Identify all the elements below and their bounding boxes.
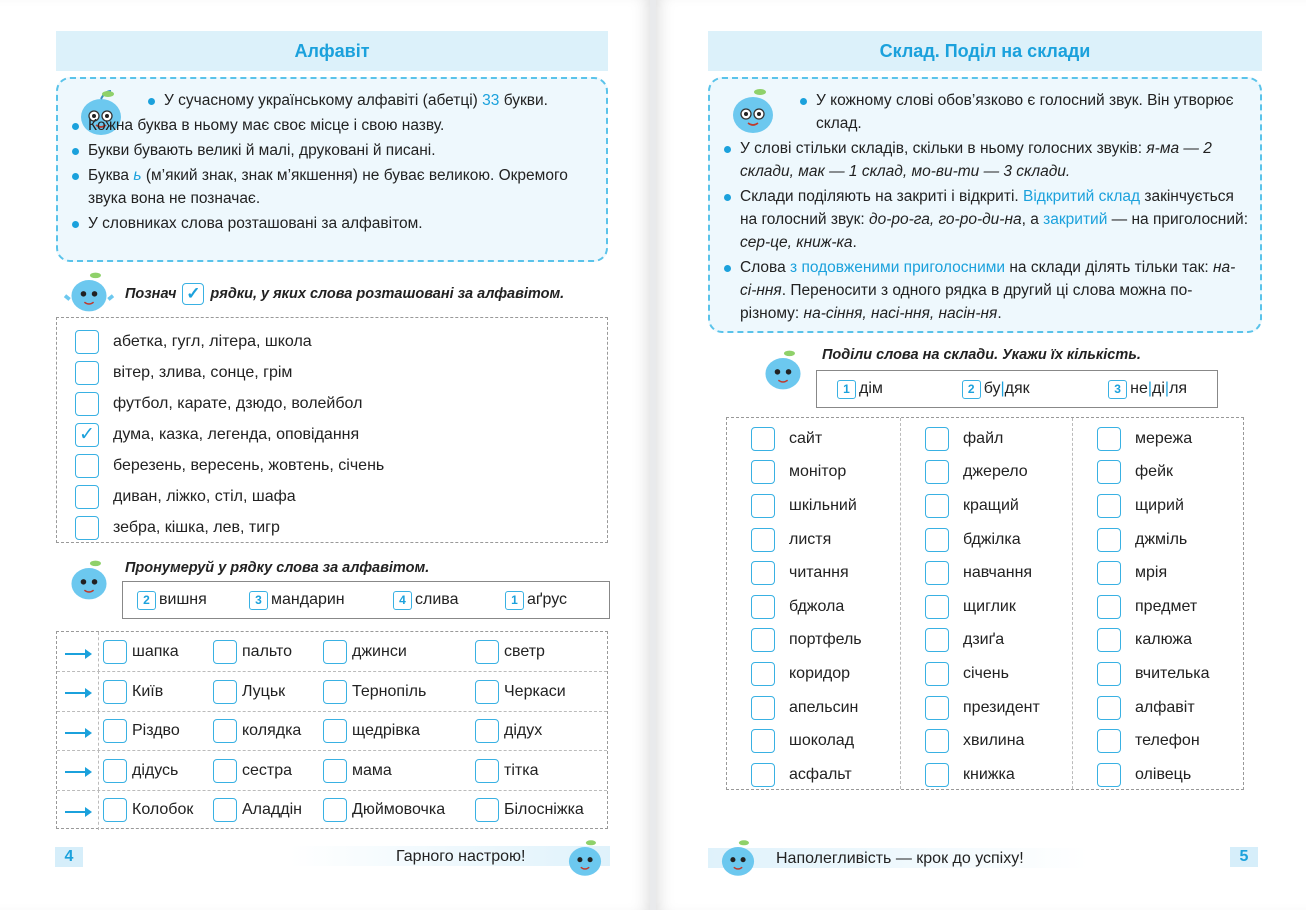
list-item-text: абетка, гугл, літера, школа [113,332,312,350]
checkbox-icon[interactable] [1097,460,1121,484]
checkbox-icon[interactable] [751,494,775,518]
rule-item [722,256,1248,325]
example-box [122,581,610,619]
checkbox-icon[interactable] [751,763,775,787]
checkbox-icon[interactable] [1097,427,1121,451]
checkbox-icon[interactable] [925,494,949,518]
list-item-text: дума, казка, легенда, оповідання [113,425,360,443]
arrow-right-icon [57,671,99,711]
rule-text: Слова [740,259,791,276]
checkbox-icon[interactable] [323,759,347,783]
list-item [925,624,1072,658]
word-text: щирий [1135,496,1184,514]
word-text: файл [963,429,1004,447]
word-text: мама [352,761,392,779]
word-text: светр [504,643,545,660]
example-item [837,380,962,399]
arrow-right-icon [57,750,99,790]
checkbox-icon[interactable] [751,460,775,484]
list-item [75,419,607,450]
word-cell [213,759,292,783]
example-item [962,380,1108,399]
word-column [1073,418,1245,789]
rule-text: . Переносити з одного рядка в другий ці слова можна по-різному: [740,282,1193,322]
syllable: дяк [1004,380,1030,397]
rules-list [70,89,594,235]
list-item [925,590,1072,624]
task-instruction [125,283,564,305]
list-item-text: березень, вересень, жовтень, січень [113,456,385,474]
rule-text: на склади ділять тільки так: [1005,259,1213,276]
word-cell [475,798,584,822]
task-text-before: Познач [125,286,177,302]
word-text: джміль [1135,530,1188,548]
rule-text: до-ро-га, го-ро-ди-на [869,211,1022,228]
word-text: Аладдін [242,801,302,819]
word-text: сестра [242,761,293,779]
rule-text: Букви бувають великі й малі, друковані й писані. [88,142,436,159]
list-item-text: зебра, кішка, лев, тигр [113,518,280,536]
checkbox-icon[interactable] [103,719,127,743]
apple-mascot-icon [60,556,118,604]
list-item [751,523,900,557]
word-text: президент [963,698,1040,716]
rule-item [70,139,594,162]
page-number: 5 [1230,847,1258,867]
word-column [901,418,1073,789]
word-text: Білосніжка [504,801,584,819]
syllable: ля [1169,380,1188,397]
syllable: не [1130,380,1148,397]
word-text: асфальт [789,765,852,783]
list-item [1097,590,1245,624]
list-item [751,489,900,523]
list-item [925,724,1072,758]
checkbox-icon[interactable] [925,696,949,720]
rule-text: ь [133,167,142,184]
word-text: колядка [242,722,302,740]
word-text: коридор [789,664,851,682]
apple-mascot-icon [560,836,610,880]
checkbox-icon[interactable] [925,595,949,619]
word-text: алфавіт [1135,698,1195,716]
rule-text: , а [1021,211,1044,228]
checkbox-icon[interactable] [103,640,127,664]
left-page [0,0,650,910]
list-item-text: вітер, злива, сонце, грім [113,363,293,381]
rule-item [70,164,594,210]
rule-text: закінчується на голосний звук: [740,188,1234,228]
rule-text: закритий [1043,211,1108,228]
list-item [925,691,1072,725]
word-text: вчителька [1135,664,1210,682]
word-text: січень [963,664,1009,682]
checkbox-icon[interactable] [925,662,949,686]
checkbox-icon[interactable] [475,640,499,664]
checkbox-icon[interactable] [75,361,99,385]
rule-item [70,114,594,137]
checkbox-icon[interactable] [751,528,775,552]
checkbox-icon[interactable] [1097,628,1121,652]
rule-text: на-сіння, насі-ння, насін-ня [803,305,998,322]
word-cell [103,640,179,664]
word-column [727,418,901,789]
list-item [751,724,900,758]
alphabet-check-list [56,317,608,543]
word-cell [475,680,566,704]
apple-mascot-icon [710,836,766,880]
checkbox-icon[interactable] [323,798,347,822]
checkbox-icon[interactable] [751,561,775,585]
list-item [925,556,1072,590]
word-cell [213,719,301,743]
checkbox-icon[interactable] [1097,528,1121,552]
list-item [1097,523,1245,557]
checkbox-icon[interactable] [103,759,127,783]
example-item [1108,380,1217,399]
task-text-after: рядки, у яких слова розташовані за алфавітом. [210,286,565,302]
example-item [505,591,605,610]
list-item [925,456,1072,490]
list-item [1097,724,1245,758]
word-cell [213,680,285,704]
rule-text: букви. [499,92,548,109]
word-text: читання [789,564,849,582]
list-item [751,657,900,691]
arrow-right-icon [57,632,99,672]
rule-text: У слові стільки складів, скільки в ньому голосних звуків: [740,140,1147,157]
syllable-divider: | [1147,380,1153,397]
word-text: листя [789,530,832,548]
apple-mascot-icon [726,85,780,137]
word-text: дідух [504,722,543,740]
rule-text: з подовженими приголосними [790,259,1006,276]
rule-item [798,89,1248,135]
checkbox-icon[interactable] [925,628,949,652]
rule-text: (м’який знак, знак м’якшення) не буває великою. Окремого звука вона не позначає. [88,167,568,207]
checkbox-icon[interactable] [323,680,347,704]
rule-box [56,77,608,262]
checkbox-icon[interactable] [213,719,237,743]
word-text: телефон [1135,732,1200,750]
checkbox-icon[interactable] [925,460,949,484]
table-row [57,790,607,830]
word-cell [103,719,180,743]
word-text: бджілка [963,530,1021,548]
checkbox-icon[interactable] [475,798,499,822]
checkbox-icon[interactable]: ✓ [75,423,99,447]
word-text: сайт [789,429,823,447]
number-box: 1 [505,591,524,610]
rule-text: сер-це, книж-ка [740,234,853,251]
list-item [751,556,900,590]
word-text: шоколад [789,732,855,750]
checkbox-icon[interactable] [925,528,949,552]
example-word: слива [415,591,459,608]
checkbox-icon[interactable] [75,454,99,478]
example-item [137,591,249,610]
checkbox-icon[interactable] [103,798,127,822]
word-text: Різдво [132,722,180,740]
right-page [656,0,1306,910]
word-cell [323,640,407,664]
word-text: мережа [1135,429,1193,447]
checkbox-icon[interactable] [751,595,775,619]
rule-text: Кожна буква в ньому має своє місце і свою назву. [88,117,445,134]
word-text: кращий [963,496,1019,514]
list-item [751,624,900,658]
word-cell [103,759,178,783]
apple-mascot-icon [754,346,812,394]
number-box: 4 [393,591,412,610]
rule-text: на-сі-ння [740,259,1236,299]
list-item [925,657,1072,691]
ordering-grid [56,631,608,829]
list-item [925,422,1072,456]
checkbox-icon[interactable] [925,427,949,451]
rule-item [146,89,594,112]
arrow-right-icon [57,711,99,751]
table-row [57,672,607,712]
list-item [75,388,607,419]
task-instruction: Пронумеруй у рядку слова за алфавітом. [125,560,430,576]
rule-text: — на приголосний: [1107,211,1248,228]
list-item [925,523,1072,557]
word-cell [323,719,420,743]
list-item [1097,556,1245,590]
list-item [751,422,900,456]
list-item [75,326,607,357]
checkbox-icon[interactable] [213,798,237,822]
word-cell [475,759,538,783]
checkbox-icon[interactable] [475,719,499,743]
checkbox-icon[interactable] [475,680,499,704]
number-box: 2 [962,380,981,399]
checkbox-icon[interactable] [1097,595,1121,619]
word-text: портфель [789,631,862,649]
checkbox-icon[interactable] [1097,662,1121,686]
word-text: Колобок [132,801,194,819]
word-text: Луцьк [242,682,286,700]
rule-text: Склади поділяють на закриті і відкриті. [740,188,1023,205]
rule-text: 33 [482,92,500,109]
arrow-right-icon [57,790,99,830]
footer-text: Наполегливість — крок до успіху! [776,850,1024,867]
word-text: Черкаси [504,682,566,700]
checkbox-icon[interactable] [475,759,499,783]
word-text: джинси [352,643,407,660]
rule-text: У сучасному українському алфавіті (абетці) [164,92,483,109]
list-item [75,512,607,543]
word-cell [213,640,292,664]
word-text: калюжа [1135,631,1193,649]
word-text: Київ [132,682,164,700]
list-item [751,590,900,624]
table-row [57,711,607,751]
list-item [925,758,1072,792]
example-word: мандарин [271,591,345,608]
word-text: пальто [242,643,293,660]
example-word: аґрус [527,591,568,608]
checkbox-icon[interactable] [75,392,99,416]
rule-text: У кожному слові обов’язково є голосний звук. Він утворює склад. [816,92,1234,132]
syllable: дім [859,380,883,397]
list-item-text: диван, ліжко, стіл, шафа [113,487,296,505]
word-cell [323,680,426,704]
rules-list [722,89,1248,325]
table-row [57,751,607,791]
syllable-divider: | [1000,380,1005,397]
rule-text: . [997,305,1002,322]
page-number: 4 [55,847,83,867]
list-item [1097,657,1245,691]
rule-text: Буква [88,167,134,184]
example-box [816,370,1218,408]
checkbox-icon[interactable] [751,628,775,652]
word-cell [475,719,542,743]
word-text: дзиґа [963,631,1005,649]
word-text: Дюймовочка [352,801,446,819]
rule-item [70,212,594,235]
list-item [751,758,900,792]
rule-text: У словниках слова розташовані за алфавітом. [88,215,423,232]
footer-text: Гарного настрою! [396,848,526,865]
word-text: фейк [1135,463,1173,481]
rule-item [722,137,1248,183]
task-instruction: Поділи слова на склади. Укажи їх кількість. [822,347,1141,363]
rule-text: Відкритий склад [1023,188,1141,205]
checkbox-icon[interactable] [1097,696,1121,720]
number-box: 3 [249,591,268,610]
checkbox-icon[interactable] [75,485,99,509]
number-box: 1 [837,380,856,399]
list-item [925,489,1072,523]
checkbox-icon[interactable] [213,640,237,664]
syllable-divider: | [1164,380,1170,397]
word-text: олівець [1135,765,1192,783]
list-item [1097,456,1245,490]
word-cell [475,640,545,664]
syllable: бу [983,380,1001,397]
list-item [1097,691,1245,725]
checkbox-icon[interactable] [925,763,949,787]
example-item [249,591,393,610]
checkbox-icon[interactable] [1097,561,1121,585]
word-text: шкільний [789,496,857,514]
list-item [1097,758,1245,792]
checkbox-icon[interactable] [75,516,99,540]
word-text: Тернопіль [352,682,427,700]
table-row [57,632,607,672]
word-text: хвилина [963,732,1025,750]
checkbox-icon[interactable] [751,662,775,686]
list-item [1097,489,1245,523]
word-text: тітка [504,761,539,779]
word-text: монітор [789,463,847,481]
word-cell [323,759,392,783]
check-mark-icon: ✓ [182,283,204,305]
list-item [75,357,607,388]
list-item [751,456,900,490]
list-item-text: футбол, карате, дзюдо, волейбол [113,394,363,412]
word-text: навчання [963,564,1033,582]
checkbox-icon[interactable] [213,759,237,783]
apple-mascot-icon [60,268,118,316]
checkbox-icon[interactable] [751,427,775,451]
word-text: джерело [963,463,1028,481]
word-text: шапка [132,643,179,660]
checkbox-icon[interactable] [213,680,237,704]
word-text: щедрівка [352,722,421,740]
example-word: вишня [159,591,207,608]
example-item [393,591,505,610]
checkbox-icon[interactable] [323,640,347,664]
rule-item [722,185,1248,254]
list-item [75,450,607,481]
checkbox-icon[interactable] [751,729,775,753]
checkbox-icon[interactable] [751,696,775,720]
list-item [75,481,607,512]
word-text: апельсин [789,698,859,716]
word-cell [323,798,445,822]
list-item [751,691,900,725]
list-item [1097,624,1245,658]
word-text: мрія [1135,564,1168,582]
rule-text: . [852,234,857,251]
checkbox-icon[interactable] [323,719,347,743]
rule-box [708,77,1262,333]
rule-text: я-ма — 2 склади, мак — 1 склад, мо-ви-ти — 3 склади. [740,140,1212,180]
word-cell [103,680,163,704]
number-box: 2 [137,591,156,610]
page-title: Склад. Поділ на склади [708,31,1262,71]
list-item [1097,422,1245,456]
page-title: Алфавіт [56,31,608,71]
checkbox-icon[interactable] [1097,494,1121,518]
word-cell [103,798,193,822]
word-text: предмет [1135,597,1198,615]
syllable-grid [726,417,1244,790]
syllable: ді [1152,380,1165,397]
checkbox-icon[interactable] [103,680,127,704]
word-text: дідусь [132,761,179,779]
checkbox-icon[interactable] [1097,729,1121,753]
word-text: бджола [789,597,845,615]
checkbox-icon[interactable] [75,330,99,354]
word-text: книжка [963,765,1015,783]
word-text: щиглик [963,597,1016,615]
checkbox-icon[interactable] [925,729,949,753]
checkbox-icon[interactable] [1097,763,1121,787]
word-cell [213,798,302,822]
checkbox-icon[interactable] [925,561,949,585]
number-box: 3 [1108,380,1127,399]
